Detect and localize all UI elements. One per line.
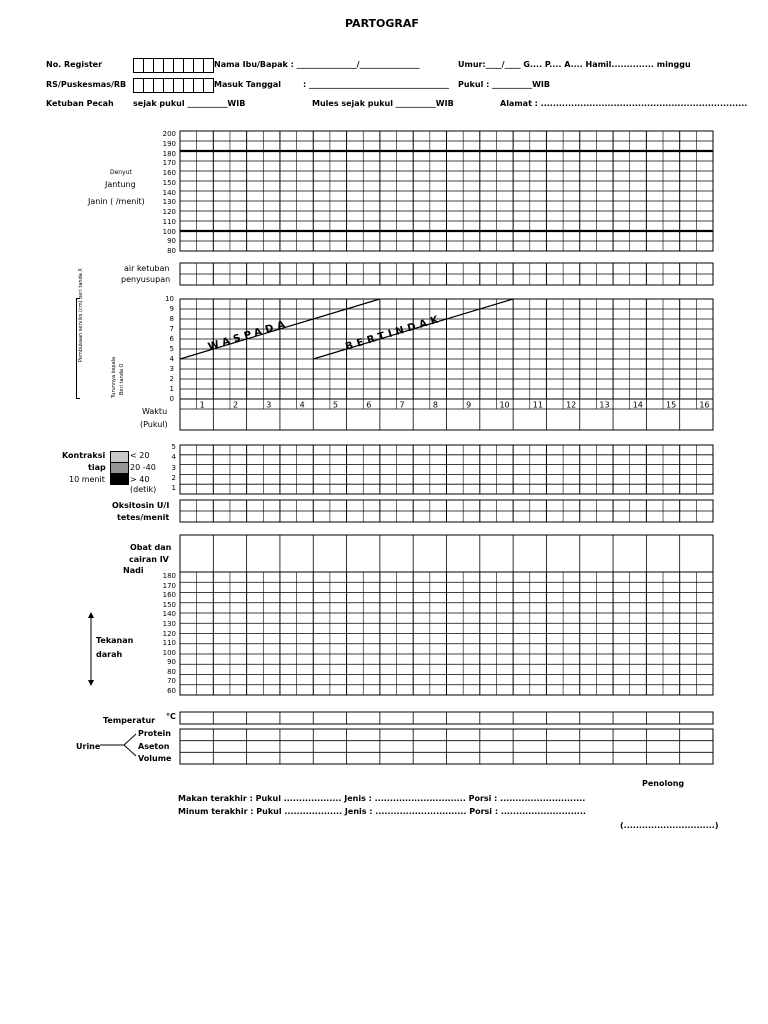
axis-tick-label: 160 xyxy=(162,169,176,177)
axis-tick-label: 0 xyxy=(169,395,174,403)
axis-tick-label: 180 xyxy=(162,149,176,158)
kontraksi-label: Kontraksi xyxy=(62,451,106,460)
obat-label: Obat dan xyxy=(130,543,172,552)
axis-tick-label: 90 xyxy=(167,237,176,246)
axis-tick-label: 6 xyxy=(169,335,174,343)
hour-label: 10 xyxy=(499,400,510,410)
bertindak-text: BERTINDAK xyxy=(344,313,444,353)
pukul-field[interactable]: Pukul : __________WIB xyxy=(458,80,550,89)
pukul-label: (Pukul) xyxy=(140,420,168,429)
aseton-label: Aseton xyxy=(138,742,170,751)
rs-label: RS/Puskesmas/RB xyxy=(46,80,127,89)
axis-tick-label: 10 xyxy=(165,295,174,303)
hour-label: 2 xyxy=(232,400,239,410)
axis-tick-label: 2 xyxy=(169,375,174,383)
axis-tick-label: 70 xyxy=(167,677,176,686)
djj-label-jantung: Jantung xyxy=(105,180,136,189)
axis-tick-label: 80 xyxy=(167,667,176,676)
axis-tick-label: 60 xyxy=(167,687,176,695)
cervix-side-label: Pembukaan serviks (cm) beri tanda X xyxy=(78,268,84,362)
oksitosin-label: Oksitosin U/I xyxy=(112,501,170,510)
temperatur-label: Temperatur xyxy=(103,716,156,725)
volume-label: Volume xyxy=(138,754,172,763)
ketuban-label: Ketuban Pecah xyxy=(46,99,114,108)
hour-label: 7 xyxy=(399,400,405,410)
axis-tick-label: 1 xyxy=(169,385,174,393)
legend-low-label: < 20 xyxy=(130,451,150,460)
djj-label-janin: Janin ( /menit) xyxy=(88,197,145,206)
axis-tick-label: 8 xyxy=(169,315,174,323)
legend-mid-label: 20 -40 xyxy=(130,463,156,472)
axis-tick-label: 1 xyxy=(171,484,176,492)
hour-label: 6 xyxy=(366,400,372,410)
tanda-o-side-label: Beri tanda O xyxy=(119,363,125,395)
alamat-field[interactable]: Alamat : .................................................................... xyxy=(500,99,748,108)
axis-tick-label: 80 xyxy=(167,247,176,255)
hour-label: 11 xyxy=(532,400,543,410)
axis-tick-label: 100 xyxy=(162,227,176,236)
celsius-label: °C xyxy=(166,712,176,721)
penolong-label: Penolong xyxy=(642,779,685,788)
nama-field[interactable]: Nama Ibu/Bapak : _______________/_______________ xyxy=(214,60,420,69)
axis-tick-label: 110 xyxy=(162,217,176,226)
axis-tick-label: 120 xyxy=(162,629,176,638)
axis-tick-label: 170 xyxy=(162,159,176,168)
makan-field[interactable]: Makan terakhir : Pukul ................... Jenis : .............................. Porsi : ............................ xyxy=(178,794,586,803)
axis-tick-label: 130 xyxy=(162,198,176,207)
mules-field[interactable]: Mules sejak pukul __________WIB xyxy=(312,99,454,108)
axis-tick-label: 150 xyxy=(162,178,176,187)
sejak-field[interactable]: sejak pukul __________WIB xyxy=(133,99,246,108)
axis-tick-label: 2 xyxy=(171,473,176,482)
hour-label: 9 xyxy=(466,400,472,410)
detik-label: (detik) xyxy=(130,485,157,494)
waspada-text: WASPADA xyxy=(206,318,291,353)
darah-label: darah xyxy=(96,650,123,659)
no-register-label: No. Register xyxy=(46,60,103,69)
axis-tick-label: 140 xyxy=(162,188,176,197)
masuk-field[interactable]: : ___________________________________ xyxy=(303,80,449,89)
hour-label: 13 xyxy=(599,400,610,410)
cairan-label: cairan IV xyxy=(129,555,169,564)
hour-label: 5 xyxy=(332,400,338,410)
legend-high-label: > 40 xyxy=(130,475,150,484)
axis-tick-label: 120 xyxy=(162,208,176,216)
axis-tick-label: 4 xyxy=(169,355,174,363)
protein-label: Protein xyxy=(138,729,171,738)
axis-tick-label: 180 xyxy=(162,572,176,580)
axis-tick-label: 90 xyxy=(167,658,176,667)
axis-tick-label: 3 xyxy=(171,463,176,472)
tiap-label: tiap xyxy=(88,463,106,472)
hour-label: 16 xyxy=(699,400,710,410)
axis-tick-label: 7 xyxy=(169,325,174,333)
hour-label: 3 xyxy=(266,400,272,410)
nadi-label: Nadi xyxy=(123,566,144,575)
kepala-side-label: Turunnya kepala xyxy=(111,356,117,398)
axis-tick-label: 3 xyxy=(169,365,174,373)
axis-tick-label: 150 xyxy=(162,600,176,609)
axis-tick-label: 160 xyxy=(162,591,176,600)
hour-label: 15 xyxy=(666,400,677,410)
minum-field[interactable]: Minum terakhir : Pukul ................... Jenis : .............................. Porsi : ............................ xyxy=(178,807,586,816)
axis-tick-label: 5 xyxy=(171,443,176,451)
axis-tick-label: 170 xyxy=(162,581,176,590)
axis-tick-label: 200 xyxy=(162,130,176,138)
masuk-label: Masuk Tanggal xyxy=(214,80,282,89)
umur-field[interactable]: Umur:____/____ G.... P.... A.... Hamil.............. minggu xyxy=(458,60,691,69)
hour-label: 1 xyxy=(199,400,205,410)
axis-tick-label: 4 xyxy=(171,453,176,462)
sepuluh-menit-label: 10 menit xyxy=(69,475,105,484)
hour-label: 12 xyxy=(566,400,577,410)
axis-tick-label: 5 xyxy=(169,345,174,353)
page-title: PARTOGRAF xyxy=(345,17,419,30)
axis-tick-label: 110 xyxy=(162,639,176,648)
hour-label: 8 xyxy=(432,400,438,410)
axis-tick-label: 100 xyxy=(162,648,176,657)
waktu-label: Waktu xyxy=(142,407,168,416)
urine-label: Urine xyxy=(76,742,101,751)
axis-tick-label: 140 xyxy=(162,610,176,619)
axis-tick-label: 9 xyxy=(169,305,174,313)
penyusupan-label: penyusupan xyxy=(121,275,171,284)
air-ketuban-label: air ketuban xyxy=(124,264,170,273)
djj-label-denyut: Denyut xyxy=(110,169,132,176)
hour-label: 4 xyxy=(299,400,305,410)
tetes-label: tetes/menit xyxy=(117,513,170,522)
signature-field[interactable]: (..............................) xyxy=(620,821,719,830)
axis-tick-label: 130 xyxy=(162,619,176,628)
axis-tick-label: 190 xyxy=(162,139,176,148)
hour-label: 14 xyxy=(632,400,643,410)
tekanan-label: Tekanan xyxy=(96,636,134,645)
